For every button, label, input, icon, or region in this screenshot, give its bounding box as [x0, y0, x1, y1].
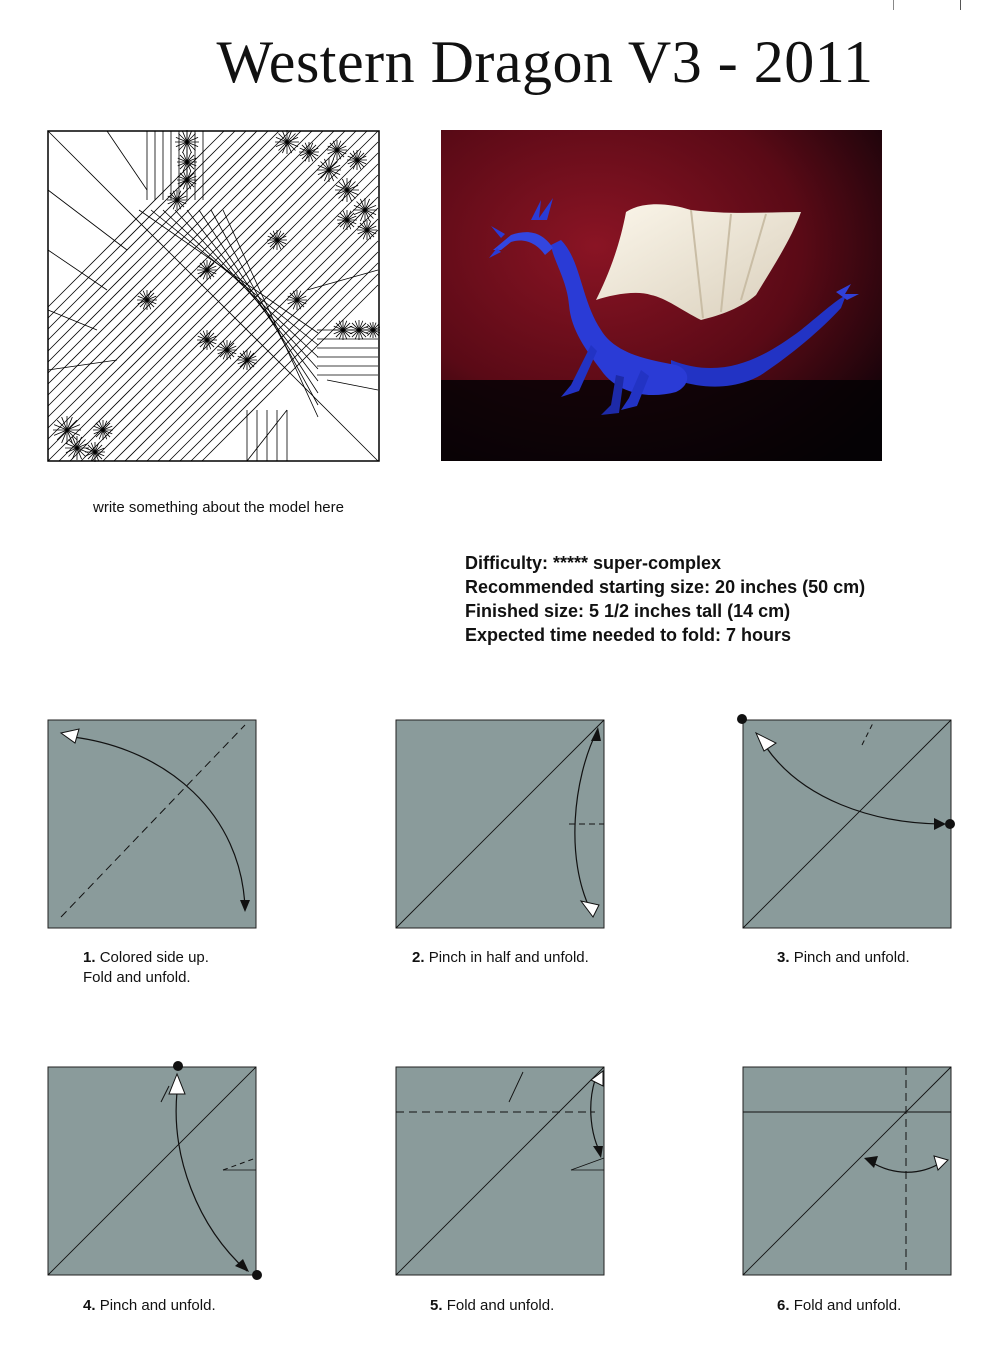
step-text: Colored side up. — [99, 949, 209, 966]
model-note: write something about the model here — [93, 499, 344, 516]
reference-dot — [945, 819, 955, 829]
step-3-diagram — [742, 719, 952, 929]
step-4-caption — [83, 1296, 216, 1316]
step-5-diagram — [395, 1066, 605, 1276]
step-text: Fold and unfold. — [446, 1297, 555, 1314]
step-text: Fold and unfold. — [793, 1297, 902, 1314]
step-number: 3. — [777, 949, 790, 966]
page-title: Western Dragon V3 - 2011 — [216, 29, 874, 95]
reference-dot — [252, 1270, 262, 1280]
spec-start-size: Recommended starting size: 20 inches (50 cm) — [465, 577, 866, 597]
step-2-diagram — [395, 719, 605, 929]
step-text: Pinch in half and unfold. — [428, 949, 589, 966]
step-6-diagram — [742, 1066, 952, 1276]
step-number: 6. — [777, 1297, 790, 1314]
step-5-caption — [430, 1296, 554, 1316]
step-number: 2. — [412, 949, 425, 966]
step-text: Pinch and unfold. — [99, 1297, 216, 1314]
spec-fold-time: Expected time needed to fold: 7 hours — [465, 625, 792, 645]
step-text: Pinch and unfold. — [793, 949, 910, 966]
step-1-caption — [83, 948, 209, 988]
step-number: 1. — [83, 949, 96, 966]
model-specs — [465, 551, 865, 647]
step-4-diagram — [47, 1066, 257, 1276]
step-text-2: Fold and unfold. — [83, 969, 191, 986]
step-3-caption — [777, 948, 910, 968]
crease-pattern-diagram — [47, 130, 380, 462]
blue-dragon-with-white-wings-photo — [441, 130, 882, 461]
step-number: 4. — [83, 1297, 96, 1314]
step-2-caption — [412, 948, 589, 968]
reference-dot — [173, 1061, 183, 1071]
step-number: 5. — [430, 1297, 443, 1314]
corner-tick — [960, 0, 961, 10]
reference-dot — [737, 714, 747, 724]
step-6-caption — [777, 1296, 901, 1316]
spec-finished-size: Finished size: 5 1/2 inches tall (14 cm) — [465, 601, 791, 621]
step-1-diagram — [47, 719, 257, 929]
spec-difficulty: Difficulty: ***** super-complex — [465, 553, 722, 573]
corner-tick — [893, 0, 894, 10]
